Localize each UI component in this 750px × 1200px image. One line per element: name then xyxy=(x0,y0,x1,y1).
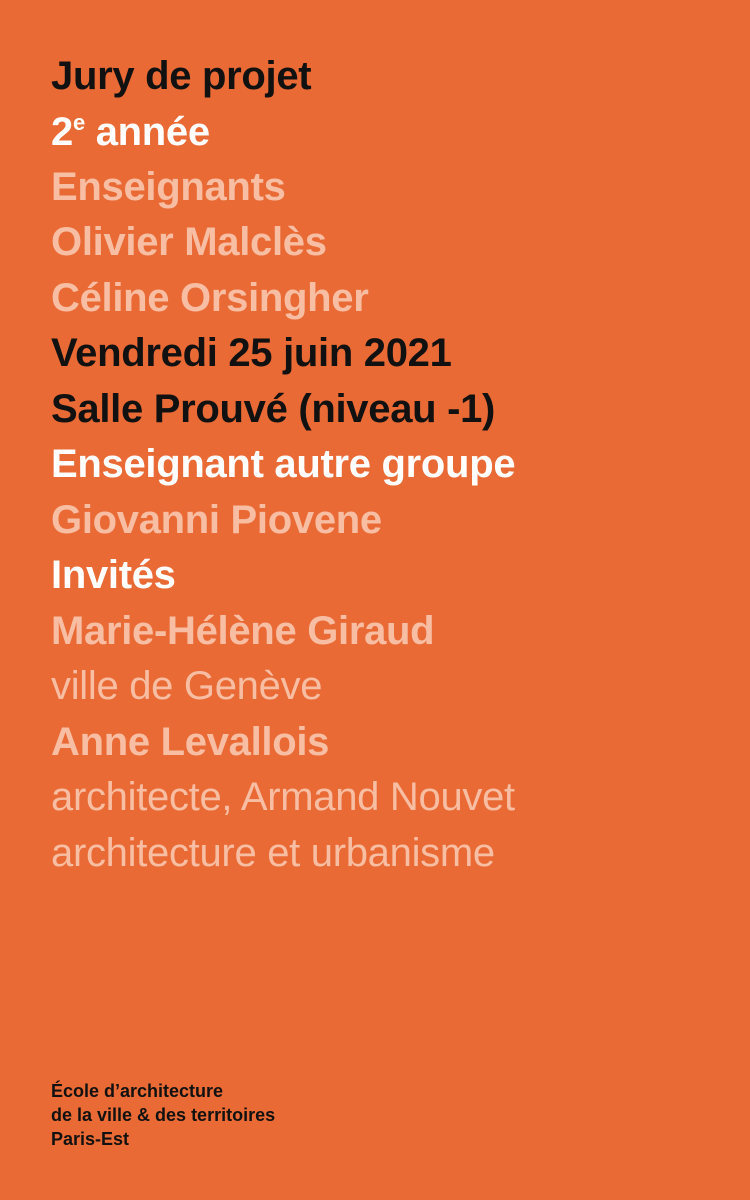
year-word: année xyxy=(95,110,210,154)
year-number: 2 xyxy=(51,110,73,154)
teacher-name: Céline Orsingher xyxy=(51,276,369,320)
teacher-name: Olivier Malclès xyxy=(51,220,327,264)
year-suffix: e xyxy=(72,110,85,135)
school-name-line: de la ville & des territoires xyxy=(51,1105,276,1125)
event-room: Salle Prouvé (niveau -1) xyxy=(51,387,496,431)
school-name xyxy=(51,1079,275,1151)
guest-role: architecte, Armand Nouvet xyxy=(51,775,515,819)
teachers-label: Enseignants xyxy=(51,165,286,209)
guests-label: Invités xyxy=(51,553,176,597)
event-date: Vendredi 25 juin 2021 xyxy=(51,331,452,375)
page-title: Jury de projet xyxy=(51,54,312,98)
school-name-line: École d’architecture xyxy=(51,1081,224,1101)
guest-name: Anne Levallois xyxy=(51,720,330,764)
school-name-line: Paris-Est xyxy=(51,1129,130,1149)
guest-name: Marie-Hélène Giraud xyxy=(51,609,435,653)
other-group-label: Enseignant autre groupe xyxy=(51,442,516,486)
guest-role: architecture et urbanisme xyxy=(51,831,495,875)
guest-role: ville de Genève xyxy=(51,664,323,708)
other-group-teacher: Giovanni Piovene xyxy=(51,498,382,542)
year-label xyxy=(51,108,210,156)
